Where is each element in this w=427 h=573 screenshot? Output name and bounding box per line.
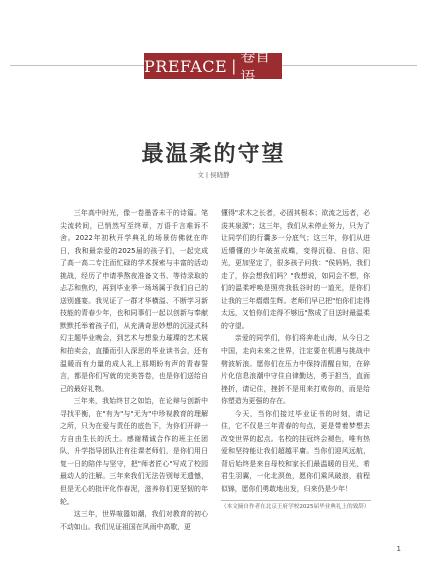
preface-banner bbox=[144, 47, 282, 86]
paragraph: 三年来，我始终甘之如饴，在论辩与创新中寻找平衡，在"有为"与"无为"中珍视教育的理解之所，只为在爱与责任的底色下，为你们开辟一方自由生长的沃土。感谢精诚合作的班主任团队，升学指导团队注有往课老师们，是你们用日复一日的陪伴与坚守，把"师者匠心"写成了校园最动人的注解。三年来我们无法告别每无遗憾，但是无心的批评化作春泥，滋养你们更坚韧的年轮。 bbox=[60, 397, 208, 506]
banner-chinese: 卷首语 bbox=[240, 47, 271, 86]
article-title: 最温柔的守望 bbox=[141, 142, 286, 167]
article-byline: 文 | 侯晓静 bbox=[197, 171, 230, 179]
section-header bbox=[0, 46, 427, 86]
right-column bbox=[221, 207, 370, 496]
paragraph: 懂得"求木之长者，必固其根本；欲流之远者，必浚其泉源"；这三年，我们从未停止努力，只为了让同学们的行囊多一分底气；这三年，你们从进近懵懂的少年破茧成蝶，变得沉稳、自信、阳光，更加坚定了，很多孩子问我："侯妈妈，我们走了，你会想我们吗？"我想说，如同会不想，你们的温柔呼唤是照亮我低谷时的一道光，是你们让我的三年熠熠生辉。老师们早已把"怕你们走得太远，又怕你们走得不够远"熬成了目送时最温柔的守望。 bbox=[221, 209, 370, 330]
banner-english: PREFACE bbox=[144, 56, 228, 76]
page-number: 1 bbox=[396, 545, 401, 553]
footnote-divider bbox=[221, 500, 371, 501]
paragraph: 三年高中时光，像一卷墨香未干的诗篇。笔尖流转间，已悄然写至终章，万语千言难诉不舍。2022年初秋开学典礼的场景仿佛就在昨日，我和最亲爱的2025届的孩子们，一起完成了高一高二专注而忙碌的学术探索与丰富的活动挑战，经历了申请季熬夜准备文书、等待录取的忐忑和焦灼，再到毕业季一场场属于我们自己的送别盛宴。我见证了一群才华横溢、不断学习新技能的青春少年，也和同事们一起以创新与奉献默默托举着孩子们，从充满奇思妙想的沉浸式科幻主题毕业晚会，到艺术与想象力璀璨的艺术展和拍卖会，直播而引人深思的毕业读书会，还有温暖而有力量的成人礼上那期盼有声的青春誓言，都是你们写就的完美答卷，也是你们送给自己的最好礼物。 bbox=[60, 209, 208, 393]
banner-separator: | bbox=[231, 57, 237, 75]
paragraph: 这三年，世界喧嚣如潮，我们对教育的初心不动如山。我们见证祖国在风雨中高歌，更 bbox=[60, 510, 208, 531]
footnote: （本文摘自作者在北京王府学校2025届毕业典礼上的致辞） bbox=[221, 504, 370, 510]
paragraph: 亲爱的同学们，你们将奔赴山海，从今日之中国，走向未来之世界，注定要在机遇与挑战中劈波斩浪。愿你们在压力中保持清醒自知，在碎片化信息浪潮中守住自律勤达，勇于担当，直面挫折，请记住，挫折不是用来打败你的，而是给你塑造为更强的存在。 bbox=[221, 334, 370, 406]
left-column bbox=[60, 207, 208, 533]
paragraph: 今天，当你们接过毕业证书的时刻，请记住，它不仅是三年青春的句点，更是带着梦想去改变世界的起点。名校的挂冠终会褪色，唯有热爱和坚持能让我们超越平庸。当你们迎风远航，背后始终是来自母校和家长们最温暖的目光，希君生羽翼，一化北溟鱼，愿你们乘风破浪，前程似锦，愿你们勇敢地出发，归来仍是少年！ bbox=[221, 409, 370, 494]
